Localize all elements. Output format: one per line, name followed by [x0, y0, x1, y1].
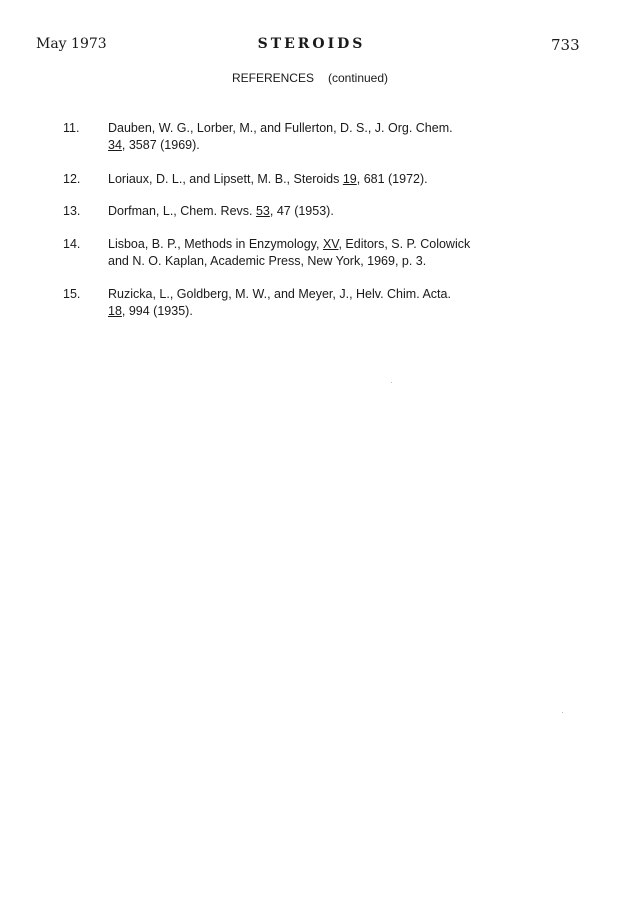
journal-title: STEROIDS [257, 36, 366, 52]
section-title-suffix: (continued) [327, 71, 389, 85]
reference-line: and N. O. Kaplan, Academic Press, New York, 1969, p. 3. [108, 254, 427, 268]
reference-volume: 19 [342, 172, 357, 186]
reference-citation: , 681 (1972). [356, 172, 428, 186]
reference-line: Dauben, W. G., Lorber, M., and Fullerton, D. S., J. Org. Chem. [108, 121, 453, 135]
reference-citation: , 3587 (1969). [121, 138, 200, 152]
page-number: 733 [551, 36, 580, 54]
reference-text [108, 171, 538, 188]
reference-number: 15. [63, 287, 81, 301]
reference-citation: , Editors, S. P. Colowick [338, 237, 471, 251]
reference-number: 13. [63, 204, 81, 218]
reference-citation: , 994 (1935). [121, 304, 193, 318]
reference-volume: 18 [108, 304, 122, 318]
reference-text [108, 286, 538, 320]
reference-line: Ruzicka, L., Goldberg, M. W., and Meyer, J., Helv. Chim. Acta. [108, 287, 451, 301]
reference-text [108, 203, 538, 220]
reference-line [108, 303, 538, 320]
header-date: May 1973 [36, 36, 107, 52]
reference-number: 12. [63, 172, 81, 186]
reference-number: 11. [63, 121, 80, 135]
reference-volume: 34 [108, 138, 122, 152]
section-title-main: REFERENCES [231, 71, 314, 85]
scan-speck [391, 382, 392, 383]
reference-number: 14. [63, 237, 81, 251]
reference-volume: 53 [255, 204, 270, 218]
reference-citation: , 47 (1953). [269, 204, 334, 218]
reference-line [108, 236, 538, 253]
reference-line [108, 137, 538, 154]
reference-text [108, 120, 538, 154]
reference-volume: XV [322, 237, 339, 251]
reference-line [108, 171, 538, 188]
reference-text [108, 236, 538, 270]
reference-line [108, 203, 538, 220]
reference-authors: Dorfman, L., Chem. Revs. [108, 204, 256, 218]
section-title [0, 71, 620, 85]
reference-authors: Loriaux, D. L., and Lipsett, M. B., Steroids [108, 172, 343, 186]
scan-speck [562, 712, 563, 713]
reference-authors: Lisboa, B. P., Methods in Enzymology, [108, 237, 323, 251]
